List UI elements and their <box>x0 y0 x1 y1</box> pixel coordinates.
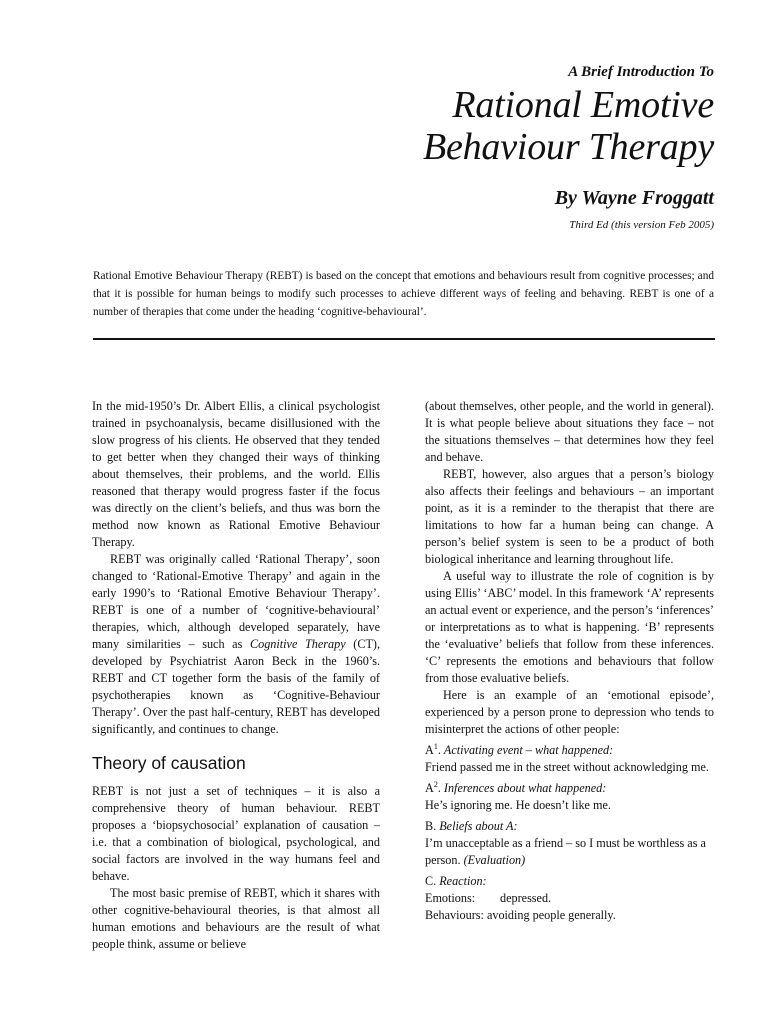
abc-item-a2 <box>425 780 714 814</box>
abc-label-text: Beliefs about A: <box>439 819 518 833</box>
right-column <box>425 398 714 924</box>
abc-letter: A <box>425 781 434 795</box>
abc-label <box>425 742 714 759</box>
body-paragraph <box>92 551 380 738</box>
reaction-value: avoiding people generally. <box>486 908 616 922</box>
reaction-key: Behaviours: <box>425 908 484 922</box>
author-byline: By Wayne Froggatt <box>554 187 714 209</box>
title-kicker: A Brief Introduction To <box>568 64 714 80</box>
abc-body <box>425 835 714 869</box>
abc-letter: A <box>425 743 434 757</box>
abc-superscript: 1 <box>433 741 438 751</box>
body-paragraph: The most basic premise of REBT, which it shares with other cognitive-behavioural theories, is that almost all human emotions and behaviours are the result of what people think, assume or believe <box>92 886 380 951</box>
title-line-2: Behaviour Therapy <box>422 126 714 168</box>
section-heading: Theory of causation <box>92 753 246 773</box>
abc-label-text: Inferences about what happened: <box>443 781 607 795</box>
abc-body-emphasis: (Evaluation) <box>463 853 526 867</box>
reaction-behaviours-row <box>425 907 714 924</box>
body-paragraph: In the mid-1950’s Dr. Albert Ellis, a clinical psychologist trained in psychoanalysis, became disillusioned with the slow progress of his clients. He observed that they tended to get better when they changed their ways of thinking about themselves, their problems, and the world. Ellis reasoned that therapy would progress faster if the focus was directly on the client’s beliefs, and thus was born the method now known as Rational Emotive Behaviour Therapy. <box>92 399 380 549</box>
body-text: REBT was originally called ‘Rational Therapy’, soon changed to ‘Rational-Emotive Therapy’ and again in the early 1990’s to ‘Rational Emotive Behaviour Therapy’. REBT is one of a number of ‘cognitive-behavioural’ therapies, which, although developed separately, have many similarities – such as <box>92 552 380 651</box>
abc-body: He’s ignoring me. He doesn’t like me. <box>425 798 611 812</box>
abc-item-a1 <box>425 742 714 776</box>
abc-body-text: I’m unacceptable as a friend – so I must be worthless as a person. <box>425 836 706 867</box>
abc-letter: C. <box>425 874 440 888</box>
abc-label <box>425 818 714 835</box>
reaction-key: Emotions: <box>425 891 476 905</box>
edition-note: Third Ed (this version Feb 2005) <box>569 219 714 231</box>
body-paragraph: REBT, however, also argues that a person’s biology also affects their feelings and behaviours – an important point, as it is a reminder to the therapist that there are limitations to how far a human being can change. A person’s belief system is seen to be a product of both biological inheritance and learning throughout life. <box>425 467 714 566</box>
title-line-1: Rational Emotive <box>452 84 714 126</box>
abc-item-c <box>425 873 714 924</box>
abc-separator: . <box>437 743 444 757</box>
page-title <box>294 84 714 168</box>
reaction-emotions-row <box>425 890 714 907</box>
abc-label-text: Reaction: <box>439 874 487 888</box>
abc-superscript: 2 <box>433 779 438 789</box>
body-paragraph: Here is an example of an ‘emotional episode’, experienced by a person prone to depression who tends to misinterpret the actions of other people: <box>425 688 714 736</box>
horizontal-divider <box>93 338 715 340</box>
abc-label-text: Activating event – what happened: <box>443 743 614 757</box>
abc-body: Friend passed me in the street without acknowledging me. <box>425 760 709 774</box>
body-paragraph: REBT is not just a set of techniques – it is also a comprehensive theory of human behaviour. REBT proposes a ‘biopsychosocial’ explanation of causation – i.e. that a combination of biological, psychological, and social factors are involved in the way humans feel and behave. <box>92 784 380 883</box>
abstract-paragraph: Rational Emotive Behaviour Therapy (REBT) is based on the concept that emotions and behaviours result from cognitive processes; and that it is possible for human beings to modify such processes to achieve different ways of feeling and behaving. REBT is one of a number of therapies that come under the heading ‘cognitive-behavioural’. <box>93 270 714 318</box>
reaction-value: depressed. <box>500 891 552 905</box>
abc-letter: B. <box>425 819 440 833</box>
body-text: (CT), developed by Psychiatrist Aaron Beck in the 1960’s. REBT and CT together form the basis of the family of psychotherapies known as ‘Cognitive-Behaviour Therapy’. Over the past half-century, REBT has developed significantly, and continues to change. <box>92 637 380 736</box>
emphasis-text: Cognitive Therapy <box>249 637 346 651</box>
body-paragraph: (about themselves, other people, and the world in general). It is what people believe about situations they face – not the situations themselves – that determines how they feel and behave. <box>425 399 714 464</box>
abc-item-b <box>425 818 714 869</box>
left-column <box>92 398 380 953</box>
body-paragraph: A useful way to illustrate the role of cognition is by using Ellis’ ‘ABC’ model. In this framework ‘A’ represents an actual event or experience, and the person’s ‘inferences’ or interpretations as to what is happening. ‘B’ represents the ‘evaluative’ beliefs that follow from these inferences. ‘C’ represents the emotions and behaviours that follow from those evaluative beliefs. <box>425 569 714 685</box>
abc-label <box>425 780 714 797</box>
abc-separator: . <box>437 781 444 795</box>
abc-label <box>425 873 714 890</box>
title-block <box>294 62 714 232</box>
